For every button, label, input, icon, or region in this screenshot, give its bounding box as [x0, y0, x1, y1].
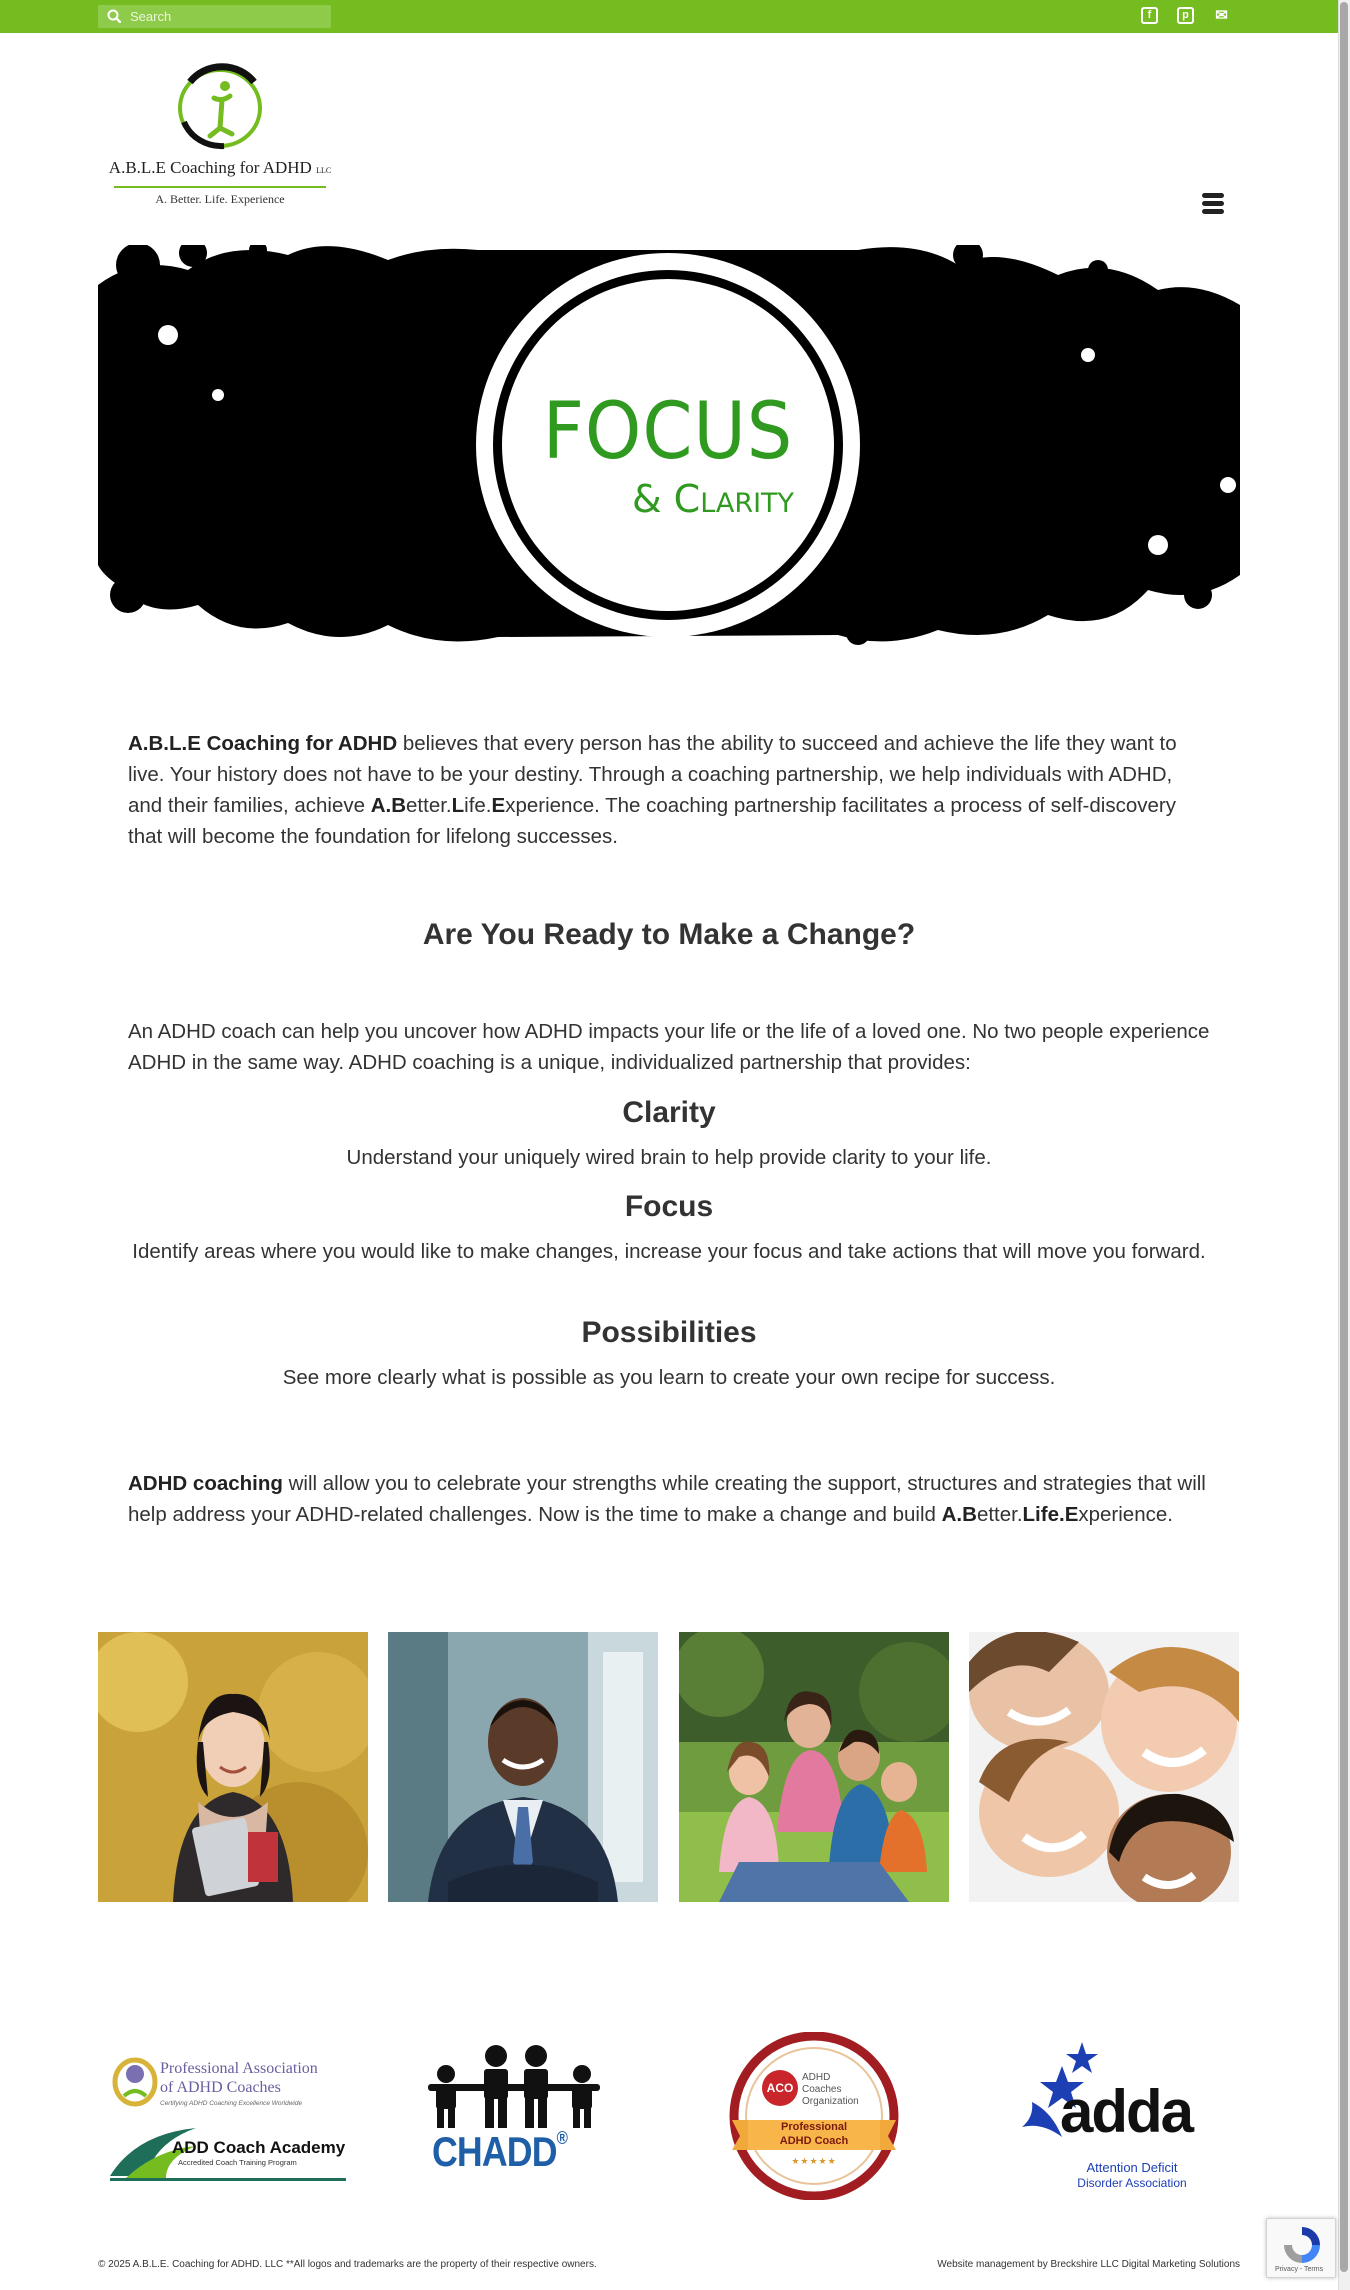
aco-logo[interactable] — [728, 2032, 900, 2200]
recaptcha-icon — [1280, 2223, 1324, 2267]
photo-woman-holding-book — [98, 1632, 368, 1902]
feature-title-possibilities: Possibilities — [581, 1316, 757, 1349]
search-icon — [107, 9, 121, 23]
addca-line2: Accredited Coach Training Program — [178, 2158, 297, 2167]
chadd-people-icon — [424, 2040, 604, 2130]
ready-heading: Are You Ready to Make a Change? — [422, 918, 916, 951]
paac-addca-logo[interactable] — [106, 2052, 350, 2182]
scrollbar[interactable] — [1338, 0, 1350, 2290]
aco-badge-text: ACO — [766, 2081, 794, 2095]
feature-text-possibilities: See more clearly what is possible as you learn to create your own recipe for success. — [282, 1366, 1056, 1389]
ready-paragraph: An ADHD coach can help you uncover how ADHD impacts your life or the life of a loved one. No two people experience ADHD in the same way. ADHD coaching is a unique, individualized partnership that provides: — [128, 1020, 1210, 1074]
logo-title: A.B.L.E Coaching for ADHD LLC — [108, 158, 332, 177]
photo-smiling-kids — [969, 1632, 1239, 1902]
feature-title-focus: Focus — [624, 1190, 714, 1223]
adda-wordmark: adda — [1060, 2078, 1193, 2145]
footer-credit-link[interactable]: Website management by Breckshire LLC Digital Marketing Solutions — [937, 2259, 1240, 2270]
intro-paragraph: A.B.L.E Coaching for ADHD believes that every person has the ability to succeed and achieve the life they want to live. Your history does not have to be your destiny. Through a coaching partnership, we help individuals with ADHD, and their families, achieve A.Better.Life.Experience. The coaching partnership facilitates a process of self-discovery that will become the foundation for lifelong successes. — [128, 732, 1177, 848]
addca-line1: ADD Coach Academy — [172, 2138, 346, 2157]
adda-line2: Disorder Association — [1077, 2176, 1187, 2190]
aco-ribbon-line1: Professional — [780, 2121, 848, 2133]
adda-line1: Attention Deficit — [1086, 2160, 1178, 2175]
paac-line2: of ADHD Coaches — [160, 2079, 281, 2096]
search-input[interactable] — [130, 5, 325, 28]
hero-focus-text: FOCUS — [542, 387, 794, 477]
recaptcha-badge[interactable] — [1266, 2218, 1336, 2278]
aco-line3: Organization — [802, 2096, 859, 2107]
menu-bar-icon — [1202, 209, 1224, 214]
site-logo[interactable] — [104, 62, 336, 212]
paac-line1: Professional Association — [160, 2060, 318, 2077]
pinterest-icon[interactable]: p — [1177, 7, 1194, 24]
email-icon[interactable]: ✉ — [1215, 7, 1228, 24]
aco-line2: Coaches — [802, 2084, 842, 2095]
feature-text-clarity: Understand your uniquely wired brain to help provide clarity to your life. — [346, 1146, 992, 1169]
hero-banner — [98, 245, 1240, 645]
chadd-logo[interactable] — [424, 2040, 614, 2180]
closing-paragraph: ADHD coaching will allow you to celebrate your strengths while creating the support, structures and strategies that will help address your ADHD-related challenges. Now is the time to make a change and build A.Better.Life.Experience. — [128, 1472, 1206, 1526]
menu-button[interactable] — [1202, 193, 1224, 215]
scrollbar-thumb[interactable] — [1340, 2, 1348, 2272]
hero-clarity-text: & Clarity — [631, 477, 795, 521]
logo-divider — [114, 186, 326, 188]
search-box[interactable] — [98, 5, 331, 28]
aco-ribbon-line2: ADHD Coach — [779, 2135, 849, 2147]
aco-seal-icon — [728, 2032, 900, 2200]
footer-copyright: © 2025 A.B.L.E. Coaching for ADHD. LLC **All logos and trademarks are the property of their respective owners. — [98, 2259, 597, 2270]
feature-title-clarity: Clarity — [622, 1096, 716, 1129]
feature-text-focus: Identify areas where you would like to make changes, increase your focus and take actions that will move you forward. — [132, 1240, 1206, 1263]
adda-logo[interactable] — [1022, 2042, 1202, 2192]
photo-businessman — [388, 1632, 658, 1902]
photo-family-in-park — [679, 1632, 949, 1902]
aco-stars: ★★★★★ — [791, 2156, 837, 2166]
menu-bar-icon — [1202, 193, 1224, 198]
paac-line3: Certifying ADHD Coaching Excellence Worldwide — [160, 2100, 303, 2107]
logo-emblem-icon — [104, 62, 336, 154]
paac-emblem-icon — [110, 2056, 160, 2114]
logo-tagline: A. Better. Life. Experience — [155, 192, 285, 206]
menu-bar-icon — [1202, 201, 1224, 206]
top-bar — [0, 0, 1338, 33]
facebook-icon[interactable]: f — [1141, 7, 1158, 24]
aco-line1: ADHD — [802, 2072, 831, 2083]
recaptcha-links[interactable]: Privacy - Terms — [1275, 2266, 1324, 2273]
chadd-wordmark: CHADD® — [432, 2128, 568, 2175]
